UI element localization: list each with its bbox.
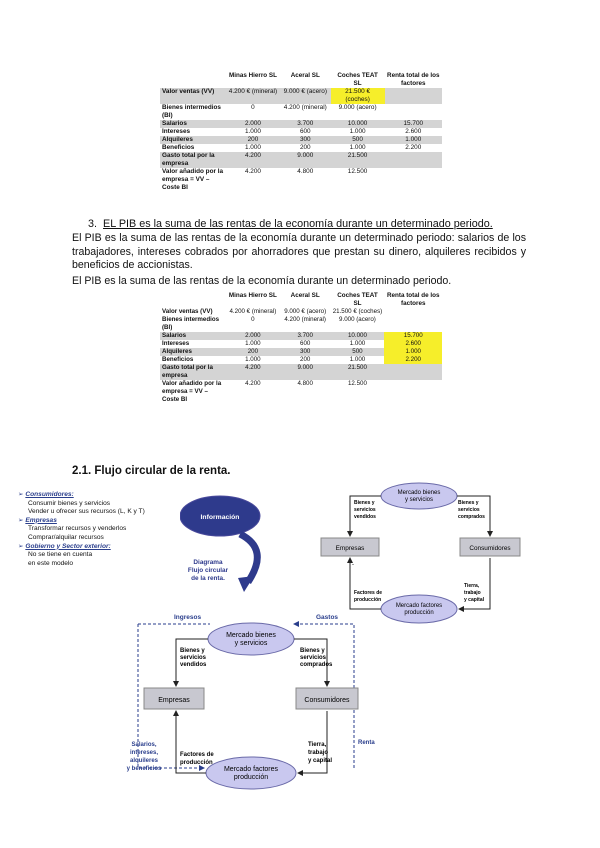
table-cell: 600 <box>299 128 311 135</box>
table-cell: 1.000 <box>384 348 442 356</box>
bullet-heading-text: Consumidores: <box>25 491 74 498</box>
factors-label: producción <box>180 760 213 766</box>
sold-label: vendidos <box>180 662 207 668</box>
land-label: Tierra, <box>464 583 480 589</box>
bullet-item: No se tiene en cuenta <box>28 551 93 559</box>
table-cell: 500 <box>331 136 385 144</box>
table-cell: 4.800 <box>297 168 314 175</box>
income-label: Ingresos <box>174 614 202 621</box>
table-cell: 2.000 <box>226 332 280 340</box>
wages-label: intereses, <box>129 750 159 756</box>
table-row <box>160 316 442 332</box>
table-cell: 200 <box>226 136 280 144</box>
table-cell <box>384 308 442 316</box>
table1-header: Minas Hierro SL <box>228 72 277 79</box>
row-label: Intereses <box>162 128 191 135</box>
factor-market-ellipse <box>381 595 457 623</box>
table-cell: 9.000 <box>280 152 331 168</box>
table-cell <box>385 88 442 104</box>
table-row <box>160 144 442 152</box>
row-label: Valor añadido por la empresa = VV – Coste BI <box>162 380 222 403</box>
goods-market-label: y servicios <box>234 640 268 647</box>
bullet-heading-text: Gobierno y Sector exterior: <box>25 542 111 550</box>
factor-market-label: producción <box>233 774 269 781</box>
firms-label: Empresas <box>335 545 365 552</box>
table1-header: Renta total de los factores <box>387 72 440 87</box>
table-cell: 4.200 (mineral) <box>283 104 327 111</box>
table1-header: Aceral SL <box>290 72 320 79</box>
factor-market-ellipse <box>206 757 296 789</box>
table-cell <box>384 316 442 332</box>
table-cell: 4.200 € (mineral) <box>226 88 280 104</box>
bought-label: comprados <box>300 662 333 668</box>
consumers-label: Consumidores <box>304 697 350 704</box>
rent-table-1 <box>160 72 442 192</box>
bought-label: servicios <box>300 655 327 661</box>
sold-label: servicios <box>354 507 376 513</box>
table-cell: 10.000 <box>331 120 385 128</box>
factor-market-label: Mercado factores <box>223 766 279 773</box>
row-label: Salarios <box>160 332 226 340</box>
table-cell: 10.000 <box>330 332 384 340</box>
row-label: Gasto total por la empresa <box>160 152 226 168</box>
info-arrow <box>240 534 257 582</box>
land-label: y capital <box>464 597 485 603</box>
factors-label: producción <box>354 597 382 603</box>
factor-market-label: producción <box>404 610 434 616</box>
rent-table-2 <box>160 292 442 404</box>
table1-header: Coches TEAT SL <box>337 72 378 87</box>
table-cell: 600 <box>300 340 311 347</box>
table2-header: Renta total de los factores <box>386 292 440 307</box>
table-row <box>160 332 442 340</box>
table-cell: 1.000 <box>349 356 366 363</box>
factor-market-label: Mercado factores <box>395 603 443 609</box>
table-cell: 9.000 € (acero) <box>280 88 331 104</box>
bought-label: Bienes y <box>458 500 479 506</box>
row-label: Gasto total por la empresa <box>160 364 226 380</box>
row-label: Alquileres <box>160 348 226 356</box>
bullet-heading <box>18 491 145 500</box>
table-cell: 2.200 <box>405 144 422 151</box>
table-row <box>160 120 442 128</box>
caption-line: Diagrama <box>193 559 223 566</box>
table-cell: 2.600 <box>405 128 422 135</box>
table-cell: 1.000 <box>244 128 261 135</box>
table-cell: 12.500 <box>347 168 368 175</box>
bullet-arrow-icon: ➢ <box>18 516 26 524</box>
table2-header: Coches TEAT SL <box>337 292 378 307</box>
table-row <box>160 88 442 104</box>
table-row <box>160 168 442 192</box>
row-label: Beneficios <box>162 144 195 151</box>
table-cell: 4.200 <box>244 168 261 175</box>
table-cell: 4.200 <box>226 364 280 380</box>
goods-market-label: Mercado bienes <box>397 490 441 496</box>
agents-bullet-list <box>18 491 145 568</box>
section-3-paragraph-2: El PIB es la suma de las rentas de la economía durante un determinado periodo. <box>72 275 452 287</box>
table-row <box>160 128 442 136</box>
bullet-item: en este modelo <box>28 559 74 567</box>
factors-label: Factores de <box>180 752 214 758</box>
table-cell: 4.200 <box>245 380 261 387</box>
land-label: trabajo <box>464 590 481 596</box>
table-row <box>160 348 442 356</box>
table-cell: 200 <box>226 348 280 356</box>
info-diagram <box>180 494 290 600</box>
dash-mark: - <box>352 562 354 568</box>
table1-body <box>160 88 442 192</box>
bullet-heading-text: Empresas <box>25 516 57 524</box>
table-cell: 4.200 € (mineral) <box>229 308 277 315</box>
table-cell: 12.500 <box>347 380 367 387</box>
section-3-heading <box>88 218 493 230</box>
table-cell <box>384 380 442 404</box>
table-cell: 15.700 <box>384 332 442 340</box>
table-row <box>160 104 442 120</box>
consumers-label: Consumidores <box>469 545 511 552</box>
info-label: Información <box>200 514 240 521</box>
row-label: Valor ventas (VV) <box>162 308 213 315</box>
sold-label: vendidos <box>354 514 376 520</box>
land-label: y capital <box>308 758 333 764</box>
table-cell: 1.000 <box>245 340 261 347</box>
table-cell <box>384 364 442 380</box>
table-cell: 4.200 <box>226 152 280 168</box>
table-cell: 9.000 € (acero) <box>284 308 327 315</box>
factors-label: Factores de <box>354 590 383 596</box>
table-cell: 1.000 <box>385 136 442 144</box>
table-row <box>160 136 442 144</box>
table-cell: 0 <box>251 316 255 323</box>
bought-label: comprados <box>458 514 485 520</box>
row-label: Bienes intermedios (BI) <box>162 316 220 331</box>
table-cell: 1.000 <box>349 128 366 135</box>
expenses-label: Gastos <box>316 614 339 621</box>
table1-header <box>160 72 226 88</box>
table-cell: 21.500 <box>330 364 384 380</box>
bullet-arrow-icon: ➢ <box>18 491 26 498</box>
table-cell <box>385 152 442 168</box>
bullet-item: Transformar recursos y venderlos <box>28 525 127 533</box>
bullet-heading <box>18 543 145 552</box>
firms-label: Empresas <box>158 697 190 704</box>
table-cell <box>385 168 442 192</box>
bullet-item: Comprar/alquilar recursos <box>28 533 104 541</box>
row-label: Valor ventas (VV) <box>160 88 226 104</box>
land-label: Tierra, <box>308 742 327 748</box>
goods-market-ellipse <box>208 623 294 655</box>
table-cell: 21.500 € (coches) <box>331 88 385 104</box>
wages-label: y beneficios <box>126 766 162 772</box>
table-cell: 2.600 <box>384 340 442 348</box>
wages-label: alquileres <box>129 758 159 764</box>
table-row <box>160 380 442 404</box>
caption-line: de la renta. <box>191 575 225 582</box>
section-3-paragraph-1: El PIB es la suma de las rentas de la economía durante un determinado periodo: salarios de los trabajadores, intereses cobrados por ahorradores que prestan su dinero, alquileres recibidos y beneficios de accionistas. <box>72 232 526 271</box>
section-3-title: EL PIB es la suma de las rentas de la economía durante un determinado periodo. <box>103 218 493 230</box>
bought-label: Bienes y <box>300 648 325 654</box>
row-label: Salarios <box>160 120 226 128</box>
goods-market-label: Mercado bienes <box>226 632 276 639</box>
table-cell: 2.000 <box>226 120 280 128</box>
circular-flow-diagram-small <box>318 478 528 628</box>
goods-market-label: y servicios <box>404 497 434 503</box>
wages-label-block <box>116 738 172 788</box>
table-row <box>160 152 442 168</box>
rent-label: Renta <box>358 740 375 746</box>
table-row <box>160 364 442 380</box>
table-cell: 0 <box>251 104 255 111</box>
table-cell: 300 <box>280 348 331 356</box>
table2-body <box>160 308 442 404</box>
goods-market-ellipse <box>381 483 457 509</box>
table-cell: 200 <box>299 144 311 151</box>
table-cell: 1.000 <box>349 340 366 347</box>
bullet-item: Vender u ofrecer sus recursos (L, K y T) <box>28 508 145 516</box>
row-label: Beneficios <box>162 356 194 363</box>
table-row <box>160 356 442 364</box>
row-label: Alquileres <box>160 136 226 144</box>
bullet-heading <box>18 517 145 526</box>
table-cell: 21.500 <box>331 152 385 168</box>
sold-label: Bienes y <box>180 648 205 654</box>
sold-label: Bienes y <box>354 500 375 506</box>
table-cell: 15.700 <box>385 120 442 128</box>
table-cell: 4.200 (mineral) <box>284 316 326 323</box>
land-label: trabajo <box>308 750 329 756</box>
table2-header: Minas Hierro SL <box>228 292 277 299</box>
table-cell: 2.200 <box>384 356 442 364</box>
table-cell: 1.000 <box>244 144 261 151</box>
row-label: Valor añadido por la empresa = VV – Coste BI <box>162 168 224 191</box>
info-arrow-head <box>238 576 254 592</box>
row-label: Intereses <box>162 340 190 347</box>
table-cell: 4.800 <box>297 380 313 387</box>
bullet-arrow-icon: ➢ <box>18 542 26 550</box>
table-cell: 9.000 <box>280 364 331 380</box>
table-cell: 9.000 (acero) <box>339 316 376 323</box>
row-label: Bienes intermedios (BI) <box>162 104 221 119</box>
table-cell: 500 <box>330 348 384 356</box>
table-row <box>160 308 442 316</box>
table-cell <box>385 104 442 120</box>
table-cell: 9.000 (acero) <box>338 104 377 111</box>
table-cell: 1.000 <box>245 356 261 363</box>
bought-label: servicios <box>458 507 480 513</box>
table2-header: Aceral SL <box>290 292 320 299</box>
sold-label: servicios <box>180 655 207 661</box>
table-cell: 3.700 <box>280 332 331 340</box>
table2-header <box>160 292 226 308</box>
bullet-item: Consumir bienes y servicios <box>28 499 111 507</box>
section-3-number: 3. <box>88 218 98 230</box>
table-cell: 21.500 € (coches) <box>332 308 383 315</box>
wages-label: Salarios, <box>131 742 157 748</box>
caption-line: Flujo circular <box>187 567 229 574</box>
table-row <box>160 340 442 348</box>
table-cell: 3.700 <box>280 120 331 128</box>
table-cell: 200 <box>300 356 311 363</box>
section-2-1-heading: 2.1. Flujo circular de la renta. <box>72 465 231 477</box>
table-cell: 300 <box>280 136 331 144</box>
table-cell: 1.000 <box>349 144 366 151</box>
